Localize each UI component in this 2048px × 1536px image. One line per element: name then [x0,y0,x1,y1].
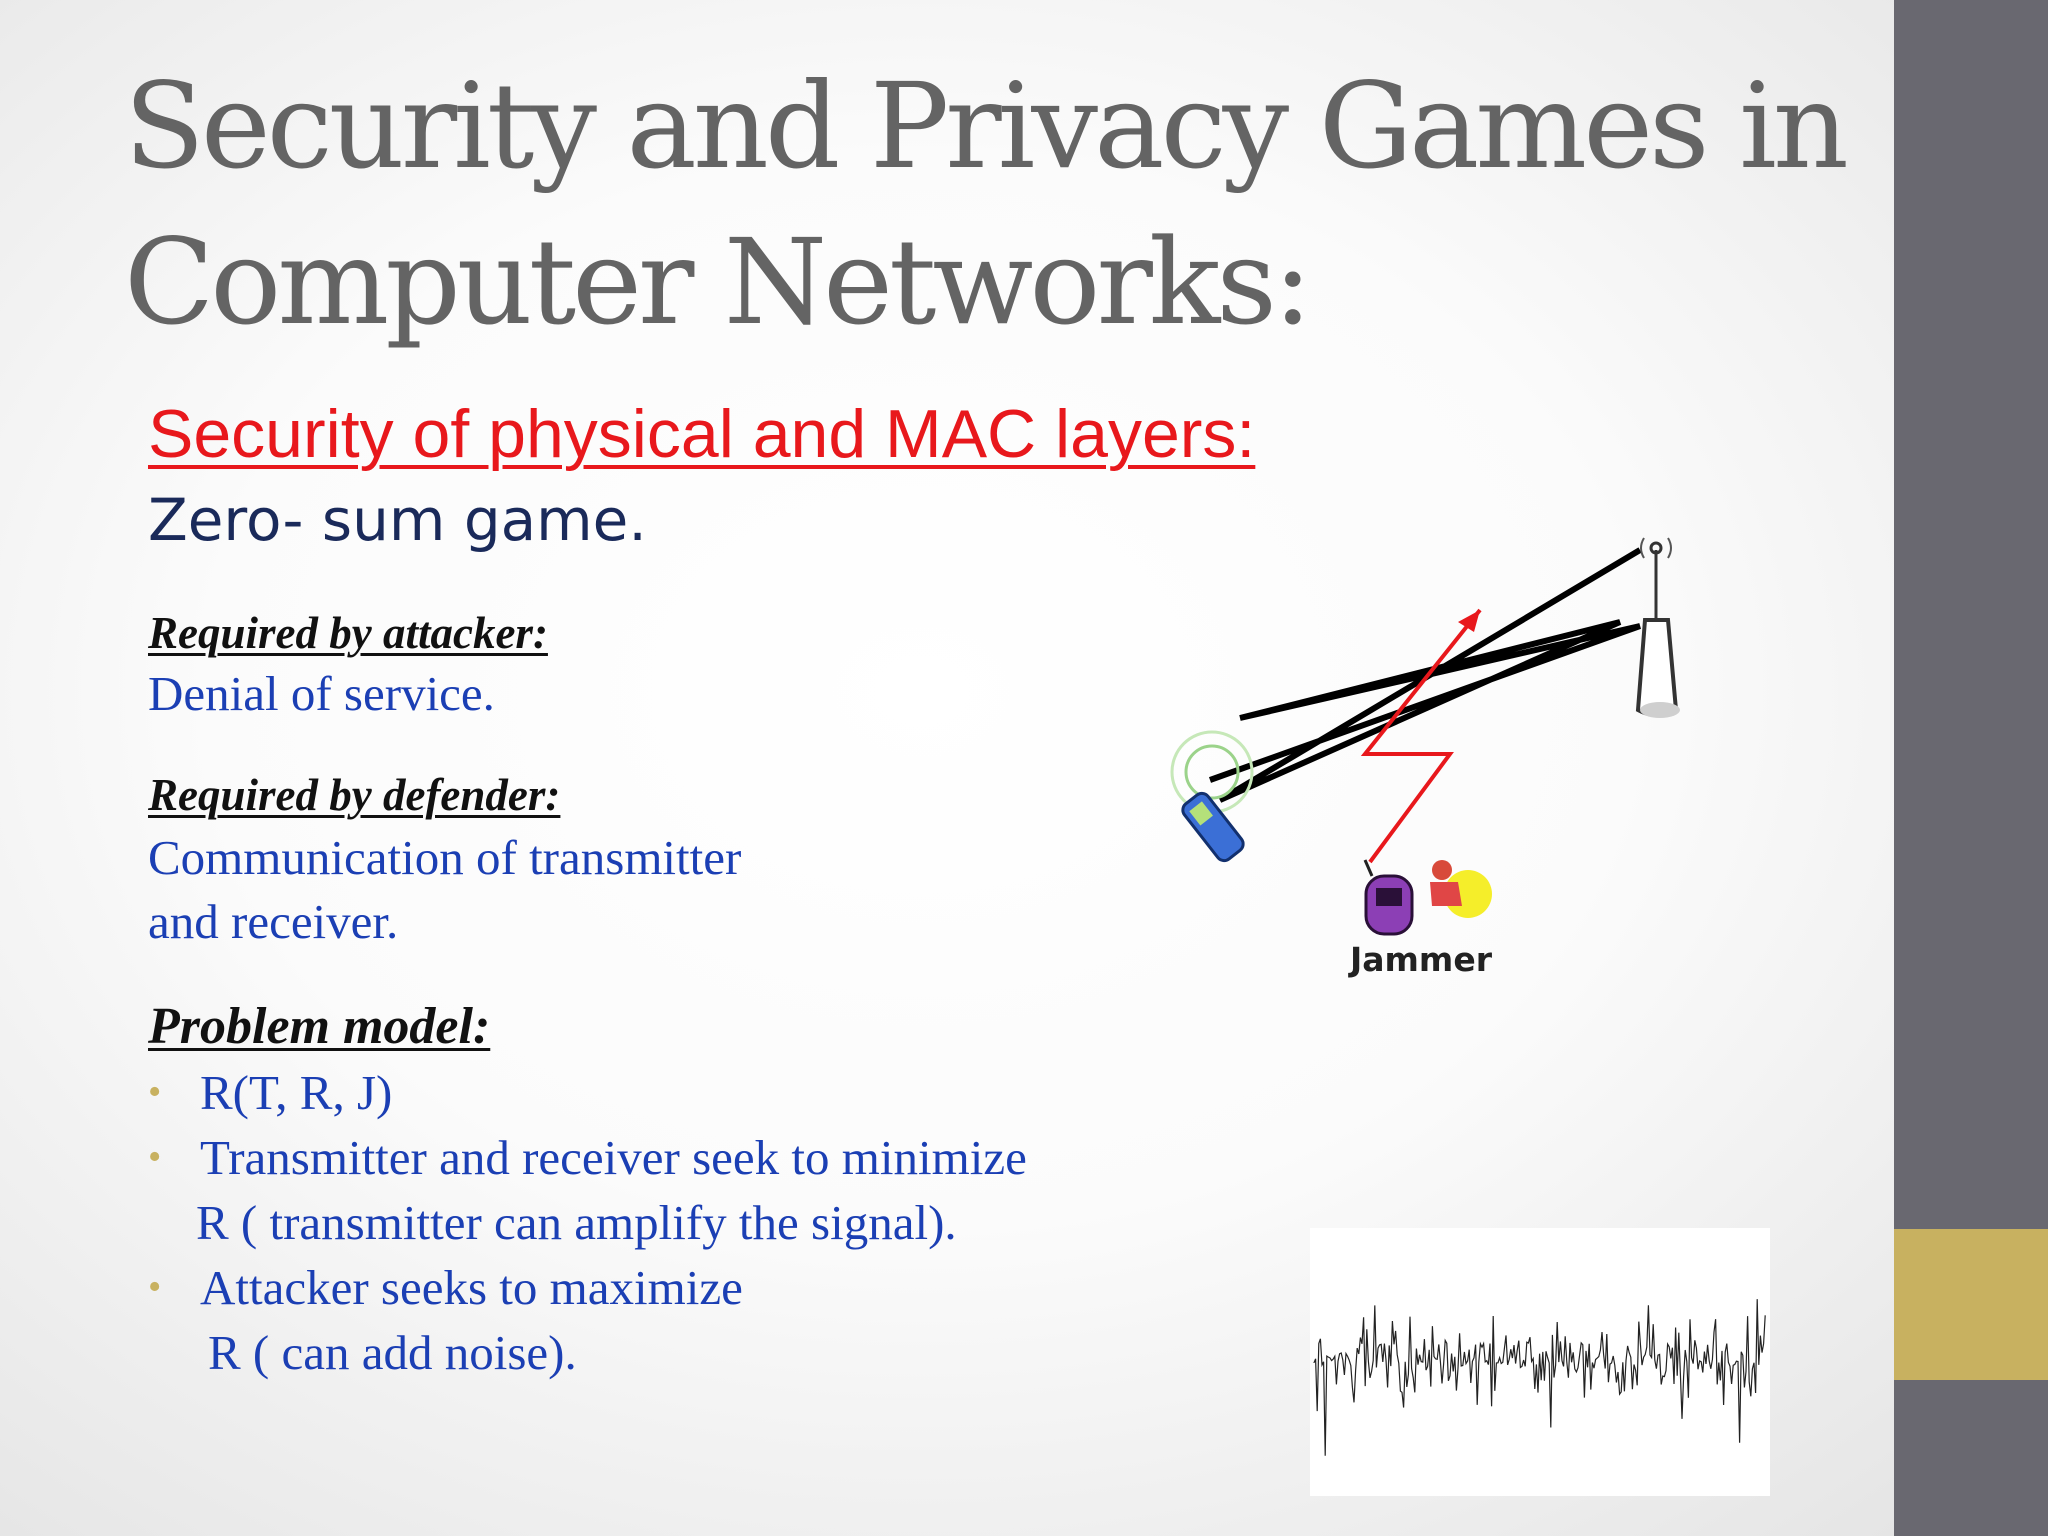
phone-icon [1172,732,1252,864]
bullet-item [148,1255,1027,1385]
defender-text-line-2: and receiver. [148,894,399,949]
noise-trace [1314,1299,1765,1456]
noise-waveform [1310,1228,1770,1496]
bullet-item [148,1125,1027,1255]
jamming-bolt [1365,610,1480,862]
defender-text-line-1: Communication of transmitter [148,830,742,885]
jammer-label: Jammer [1350,940,1492,979]
bullet-text: Attacker seeks to maximize [200,1260,743,1315]
title-line-2: Computer Networks: [124,213,1309,351]
bullet-text: Transmitter and receiver seek to minimize [200,1130,1027,1185]
attacker-label: Required by attacker: [148,608,548,658]
slide-title [124,48,1864,360]
antenna-icon [1638,538,1680,718]
bullet-dot: • [148,1071,162,1113]
defender-label: Required by defender: [148,770,561,820]
slide-subtitle: Security of physical and MAC layers: [148,396,1256,472]
bullet-item [148,1060,1027,1125]
bullet-dot: • [148,1266,162,1308]
jamming-diagram [1140,510,1740,1010]
jamming-bolt-arrowhead [1458,610,1480,632]
bullet-text: R(T, R, J) [200,1065,393,1120]
title-line-1: Security and Privacy Games in [124,57,1845,195]
jammer-icon [1365,860,1492,934]
jamming-diagram-svg [1140,510,1740,1010]
bullet-text-continued: R ( can add noise). [208,1325,577,1380]
signal-path [1210,550,1640,800]
bullet-text-continued: R ( transmitter can amplify the signal). [196,1195,957,1250]
bullet-dot: • [148,1136,162,1178]
noise-waveform-svg [1310,1228,1770,1496]
problem-bullets [148,1060,1027,1385]
problem-label: Problem model: [148,998,491,1055]
attacker-text: Denial of service. [148,666,495,721]
game-type: Zero- sum game. [148,486,647,554]
side-accent [1894,1229,2048,1380]
